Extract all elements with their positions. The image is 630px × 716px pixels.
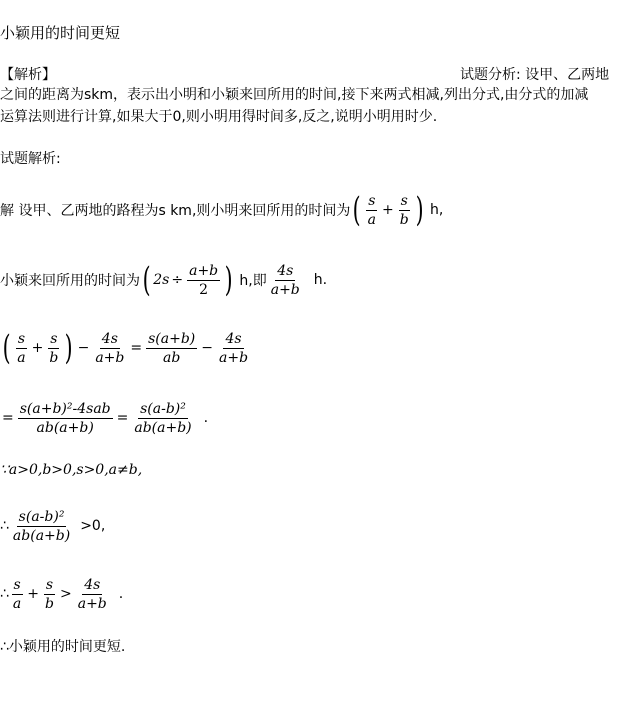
solution-line1-unit: h, <box>429 202 444 218</box>
analysis-text-1: 设甲、乙两地 <box>525 67 610 83</box>
right-paren: ) <box>415 190 424 230</box>
xiaoying-time-expr: ( 2s ÷ $\frac{a+b}{2}$ ) <box>142 260 233 300</box>
since-condition: ∵a>0,b>0,s>0,a≠b, <box>0 462 143 478</box>
answer-title: 小颖用的时间更短 <box>0 24 121 42</box>
fraction-4s-over-apb: $\frac{4s}{a+b}$ <box>270 262 300 298</box>
therefore-inequality: ∴ $\frac{s}{a}$ + $\frac{s}{b}$ > $\frac{4s}{a+b}$ . <box>0 576 124 612</box>
conclusion: ∴小颖用的时间更短. <box>0 639 126 655</box>
analysis-text-2b: ，表示出小明和小颖来回所用的时间,接下来两式相减,列出分式,由分式的加减 <box>113 87 589 103</box>
analysis-line2 <box>0 84 588 104</box>
solution-line1-text: 解 设甲、乙两地的路程为s km,则小明来回所用的时间为 <box>0 203 351 219</box>
analysis-line1 <box>460 64 609 84</box>
therefore-positive: ∴ $\frac{\text{s(a-b)²}}{ab(a+b)}$ >0, <box>0 508 106 544</box>
skm-value: skm <box>84 87 114 103</box>
solution-line2-text: 小颖来回所用的时间为 <box>0 273 140 289</box>
solution-line1 <box>0 188 443 232</box>
solution-line2-unit: h. <box>313 272 328 288</box>
solution-label: 试题解析: <box>0 151 61 167</box>
difference-expr: ( $\frac{s}{a}$ + $\frac{s}{b}$ ) − $\frac{4s}{a+b}$ = $\frac{s(a+b)}{ab}$ − $\frac{4s}{a+b}$ <box>2 328 249 368</box>
xiaoming-time-expr: ( $\frac{s}{a}$ + $\frac{s}{b}$ ) <box>353 190 424 230</box>
fraction-squared: $\frac{\text{s(a-b)²}}{ab(a+b)}$ <box>134 400 192 436</box>
analysis-label: 试题分析: <box>460 67 521 83</box>
analysis-line3 <box>0 106 437 126</box>
solution-line2-mid: h,即 <box>239 273 267 289</box>
zero-value: 0 <box>172 109 182 125</box>
analysis-text-2a: 之间的距离为 <box>0 87 84 103</box>
left-paren: ( <box>353 190 362 230</box>
fraction-big: $\frac{\text{s(a+b)²-4sab}}{ab(a+b)}$ <box>19 400 111 436</box>
analysis-text-3b: ,则小明用得时间多,反之,说明小明用时少. <box>181 109 438 125</box>
combined-expr: = $\frac{\text{s(a+b)²-4sab}}{ab(a+b)}$ = $\frac{\text{s(a-b)²}}{ab(a+b)}$ . <box>2 400 209 436</box>
fraction-s-over-a: $\frac{s}{a}$ <box>367 192 377 228</box>
fraction-s-over-b: $\frac{s}{b}$ <box>399 192 409 228</box>
analysis-heading: 【解析】 <box>0 67 56 83</box>
solution-line2 <box>0 258 327 302</box>
analysis-text-3a: 运算法则进行计算,如果大于 <box>0 109 173 125</box>
fraction-apb-over-2: $\frac{a+b}{2}$ <box>189 262 219 298</box>
